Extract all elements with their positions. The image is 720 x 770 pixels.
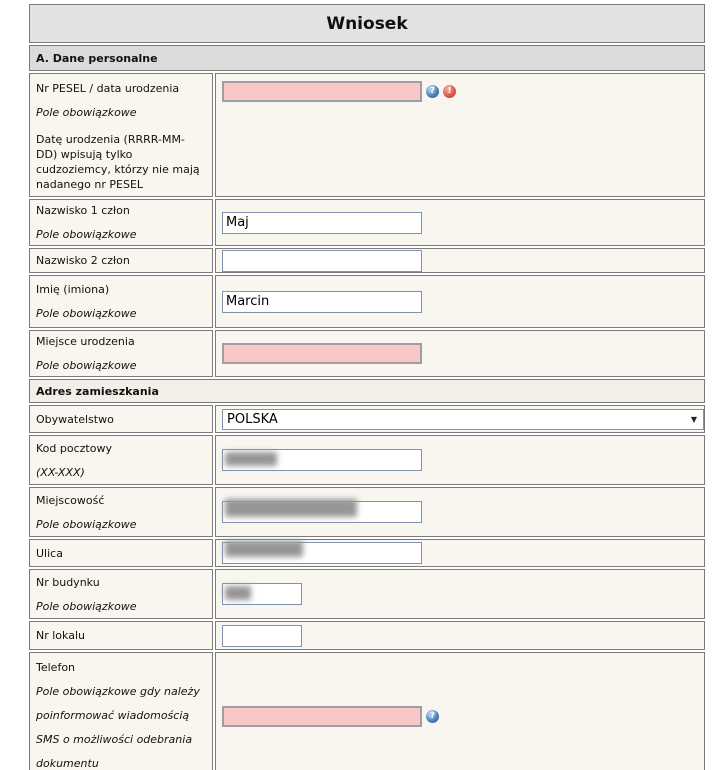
street-input[interactable]	[222, 542, 422, 564]
form-row	[29, 652, 705, 770]
pesel-hint: Datę urodzenia (RRRR-MM-DD) wpisują tylko cudzoziemcy, którzy nie mają nadanego nr PESEL	[36, 133, 200, 191]
section-header-dane-personalne: A. Dane personalne	[29, 45, 705, 71]
surname1-label: Nazwisko 1 człon	[36, 204, 130, 217]
phone-input-cell	[215, 652, 705, 770]
form-row	[29, 405, 705, 433]
city-required-note: Pole obowiązkowe	[36, 517, 137, 531]
pesel-required-note: Pole obowiązkowe	[36, 106, 137, 119]
surname2-label-cell	[29, 248, 213, 273]
help-icon[interactable]: ?	[426, 85, 439, 98]
birthplace-label-cell	[29, 330, 213, 377]
surname1-input[interactable]	[222, 212, 422, 234]
citizenship-label-cell	[29, 405, 213, 433]
birthplace-required-note: Pole obowiązkowe	[36, 359, 137, 372]
phone-required-note: Pole obowiązkowe gdy należy poinformować wiadomością SMS o możliwości odebrania dokumentu	[36, 685, 200, 770]
form-row	[29, 199, 705, 246]
surname1-label-cell	[29, 199, 213, 246]
form-title: Wniosek	[29, 4, 705, 43]
pesel-input-cell	[215, 73, 705, 197]
citizenship-label: Obywatelstwo	[36, 412, 114, 426]
buildingno-label-cell	[29, 569, 213, 619]
flatno-label-cell	[29, 621, 213, 650]
pesel-label-cell	[29, 73, 213, 197]
surname2-label: Nazwisko 2 człon	[36, 254, 130, 267]
pesel-input[interactable]	[222, 81, 422, 102]
citizenship-select[interactable]	[222, 409, 704, 430]
city-label: Miejscowość	[36, 493, 105, 507]
form-row	[29, 621, 705, 650]
surname2-input-cell	[215, 248, 705, 273]
buildingno-input-cell	[215, 569, 705, 619]
chevron-down-icon: ▼	[690, 414, 697, 424]
postalcode-input[interactable]	[222, 449, 422, 471]
title-row	[29, 4, 705, 43]
section-row	[29, 379, 705, 403]
firstname-required-note: Pole obowiązkowe	[36, 307, 137, 320]
city-input-cell	[215, 487, 705, 537]
form-row	[29, 248, 705, 273]
birthplace-input-cell	[215, 330, 705, 377]
form-row	[29, 435, 705, 485]
city-input[interactable]	[222, 501, 422, 523]
flatno-label: Nr lokalu	[36, 629, 85, 642]
firstname-label-cell	[29, 275, 213, 328]
city-label-cell	[29, 487, 213, 537]
form-row	[29, 569, 705, 619]
street-label-cell	[29, 539, 213, 567]
help-icon[interactable]: ?	[426, 710, 439, 723]
phone-label: Telefon	[36, 661, 76, 674]
buildingno-input[interactable]	[222, 583, 302, 605]
surname2-input[interactable]	[222, 250, 422, 272]
section-row	[29, 45, 705, 71]
postalcode-label-cell	[29, 435, 213, 485]
postalcode-label: Kod pocztowy	[36, 441, 112, 455]
surname1-input-cell	[215, 199, 705, 246]
street-label: Ulica	[36, 546, 63, 560]
form-row	[29, 275, 705, 328]
phone-label-cell	[29, 652, 213, 770]
form-row	[29, 539, 705, 567]
pesel-label: Nr PESEL / data urodzenia	[36, 82, 180, 95]
birthplace-label: Miejsce urodzenia	[36, 335, 135, 348]
form-row	[29, 487, 705, 537]
buildingno-required-note: Pole obowiązkowe	[36, 599, 137, 613]
form-row	[29, 330, 705, 377]
flatno-input-cell	[215, 621, 705, 650]
firstname-input[interactable]	[222, 291, 422, 313]
firstname-input-cell	[215, 275, 705, 328]
application-form-table	[27, 2, 707, 770]
citizenship-input-cell	[215, 405, 705, 433]
flatno-input[interactable]	[222, 625, 302, 647]
birthplace-input[interactable]	[222, 343, 422, 364]
citizenship-selected-value: POLSKA	[227, 411, 278, 427]
postalcode-input-cell	[215, 435, 705, 485]
firstname-label: Imię (imiona)	[36, 283, 110, 296]
street-input-cell	[215, 539, 705, 567]
surname1-required-note: Pole obowiązkowe	[36, 228, 137, 241]
postalcode-format-note: (XX-XXX)	[36, 465, 85, 479]
phone-input[interactable]	[222, 706, 422, 727]
error-icon: !	[443, 85, 456, 98]
section-header-adres-zamieszkania: Adres zamieszkania	[29, 379, 705, 403]
form-row	[29, 73, 705, 197]
buildingno-label: Nr budynku	[36, 575, 100, 589]
